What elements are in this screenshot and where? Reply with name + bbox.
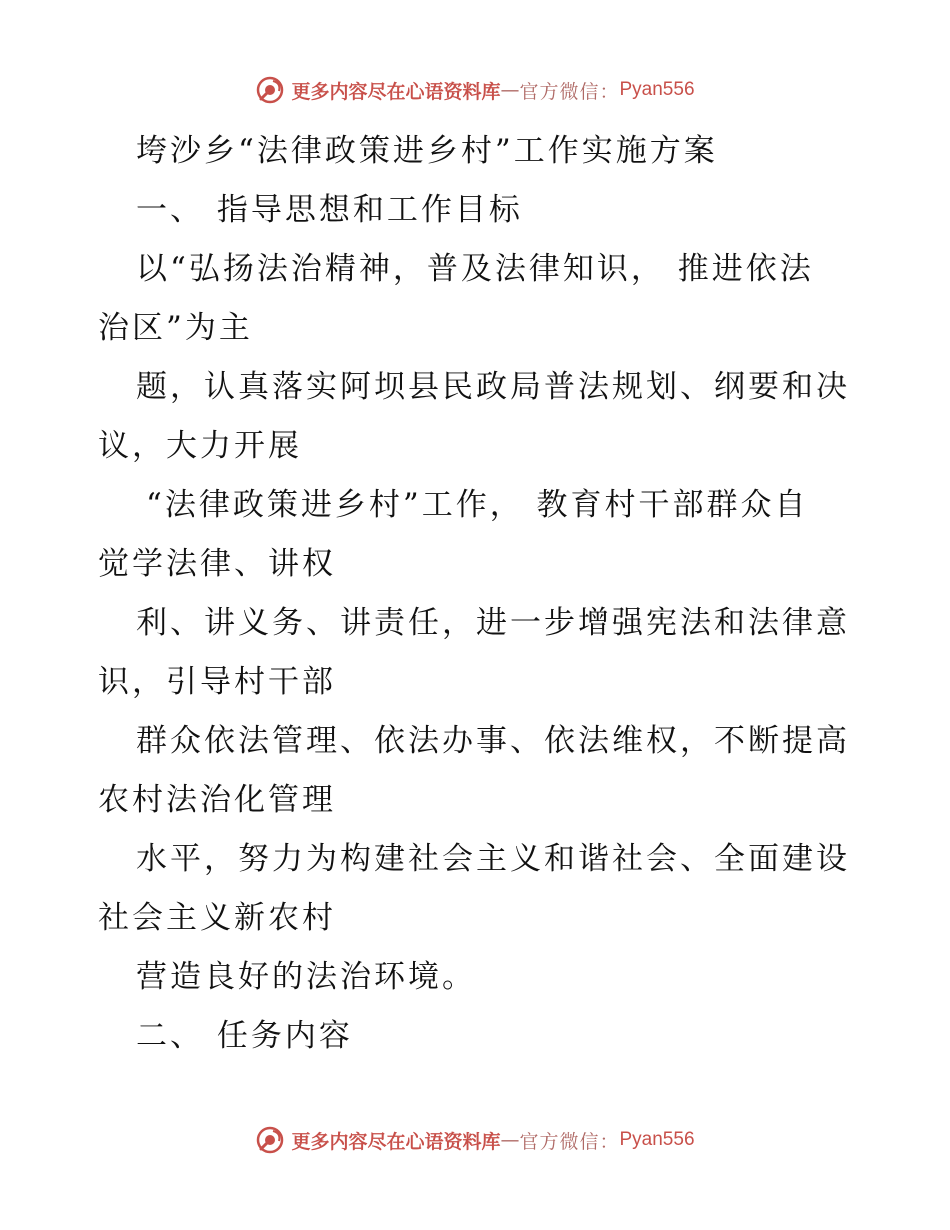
brand-logo-icon	[255, 1125, 285, 1155]
text-line: 识，引导村干部	[98, 664, 336, 700]
text-line: 议，大力开展	[98, 428, 302, 464]
text-line: 群众依法管理、依法办事、依法维权，不断提高	[136, 723, 850, 759]
text-line: 觉学法律、讲权	[98, 546, 336, 582]
watermark-label: 官方微信：	[519, 80, 620, 103]
text-line: 利、讲义务、讲责任，进一步增强宪法和法律意	[136, 605, 850, 641]
text-line: 农村法治化管理	[98, 782, 336, 818]
text-line: 题，认真落实阿坝县民政局普法规划、纲要和决	[136, 369, 850, 405]
text-line: 二、 任务内容	[136, 1018, 353, 1054]
text-line: 营造良好的法治环境。	[136, 959, 476, 995]
document-body	[98, 122, 868, 1066]
watermark-id: Pyan556	[619, 1129, 695, 1150]
text-line: 水平，努力为构建社会主义和谐社会、全面建设	[136, 841, 850, 877]
watermark-id: Pyan556	[619, 79, 695, 100]
footer-watermark	[0, 1120, 950, 1160]
text-line: “法律政策进乡村”工作， 教育村干部群众自	[146, 487, 809, 523]
watermark-dash: —	[500, 79, 520, 101]
document-title: 垮沙乡“法律政策进乡村”工作实施方案	[136, 133, 718, 169]
text-line: 一、 指导思想和工作目标	[136, 192, 523, 228]
text-line: 以“弘扬法治精神，普及法律知识， 推进依法	[136, 251, 814, 287]
watermark-dash: —	[500, 1129, 520, 1151]
watermark-label: 官方微信：	[519, 1130, 620, 1153]
watermark-brand: 更多内容尽在心语资料库	[291, 80, 501, 103]
text-line: 社会主义新农村	[98, 900, 336, 936]
brand-logo-icon	[255, 75, 285, 105]
watermark-brand: 更多内容尽在心语资料库	[291, 1130, 501, 1153]
text-line: 治区”为主	[98, 310, 253, 346]
header-watermark	[0, 70, 950, 110]
